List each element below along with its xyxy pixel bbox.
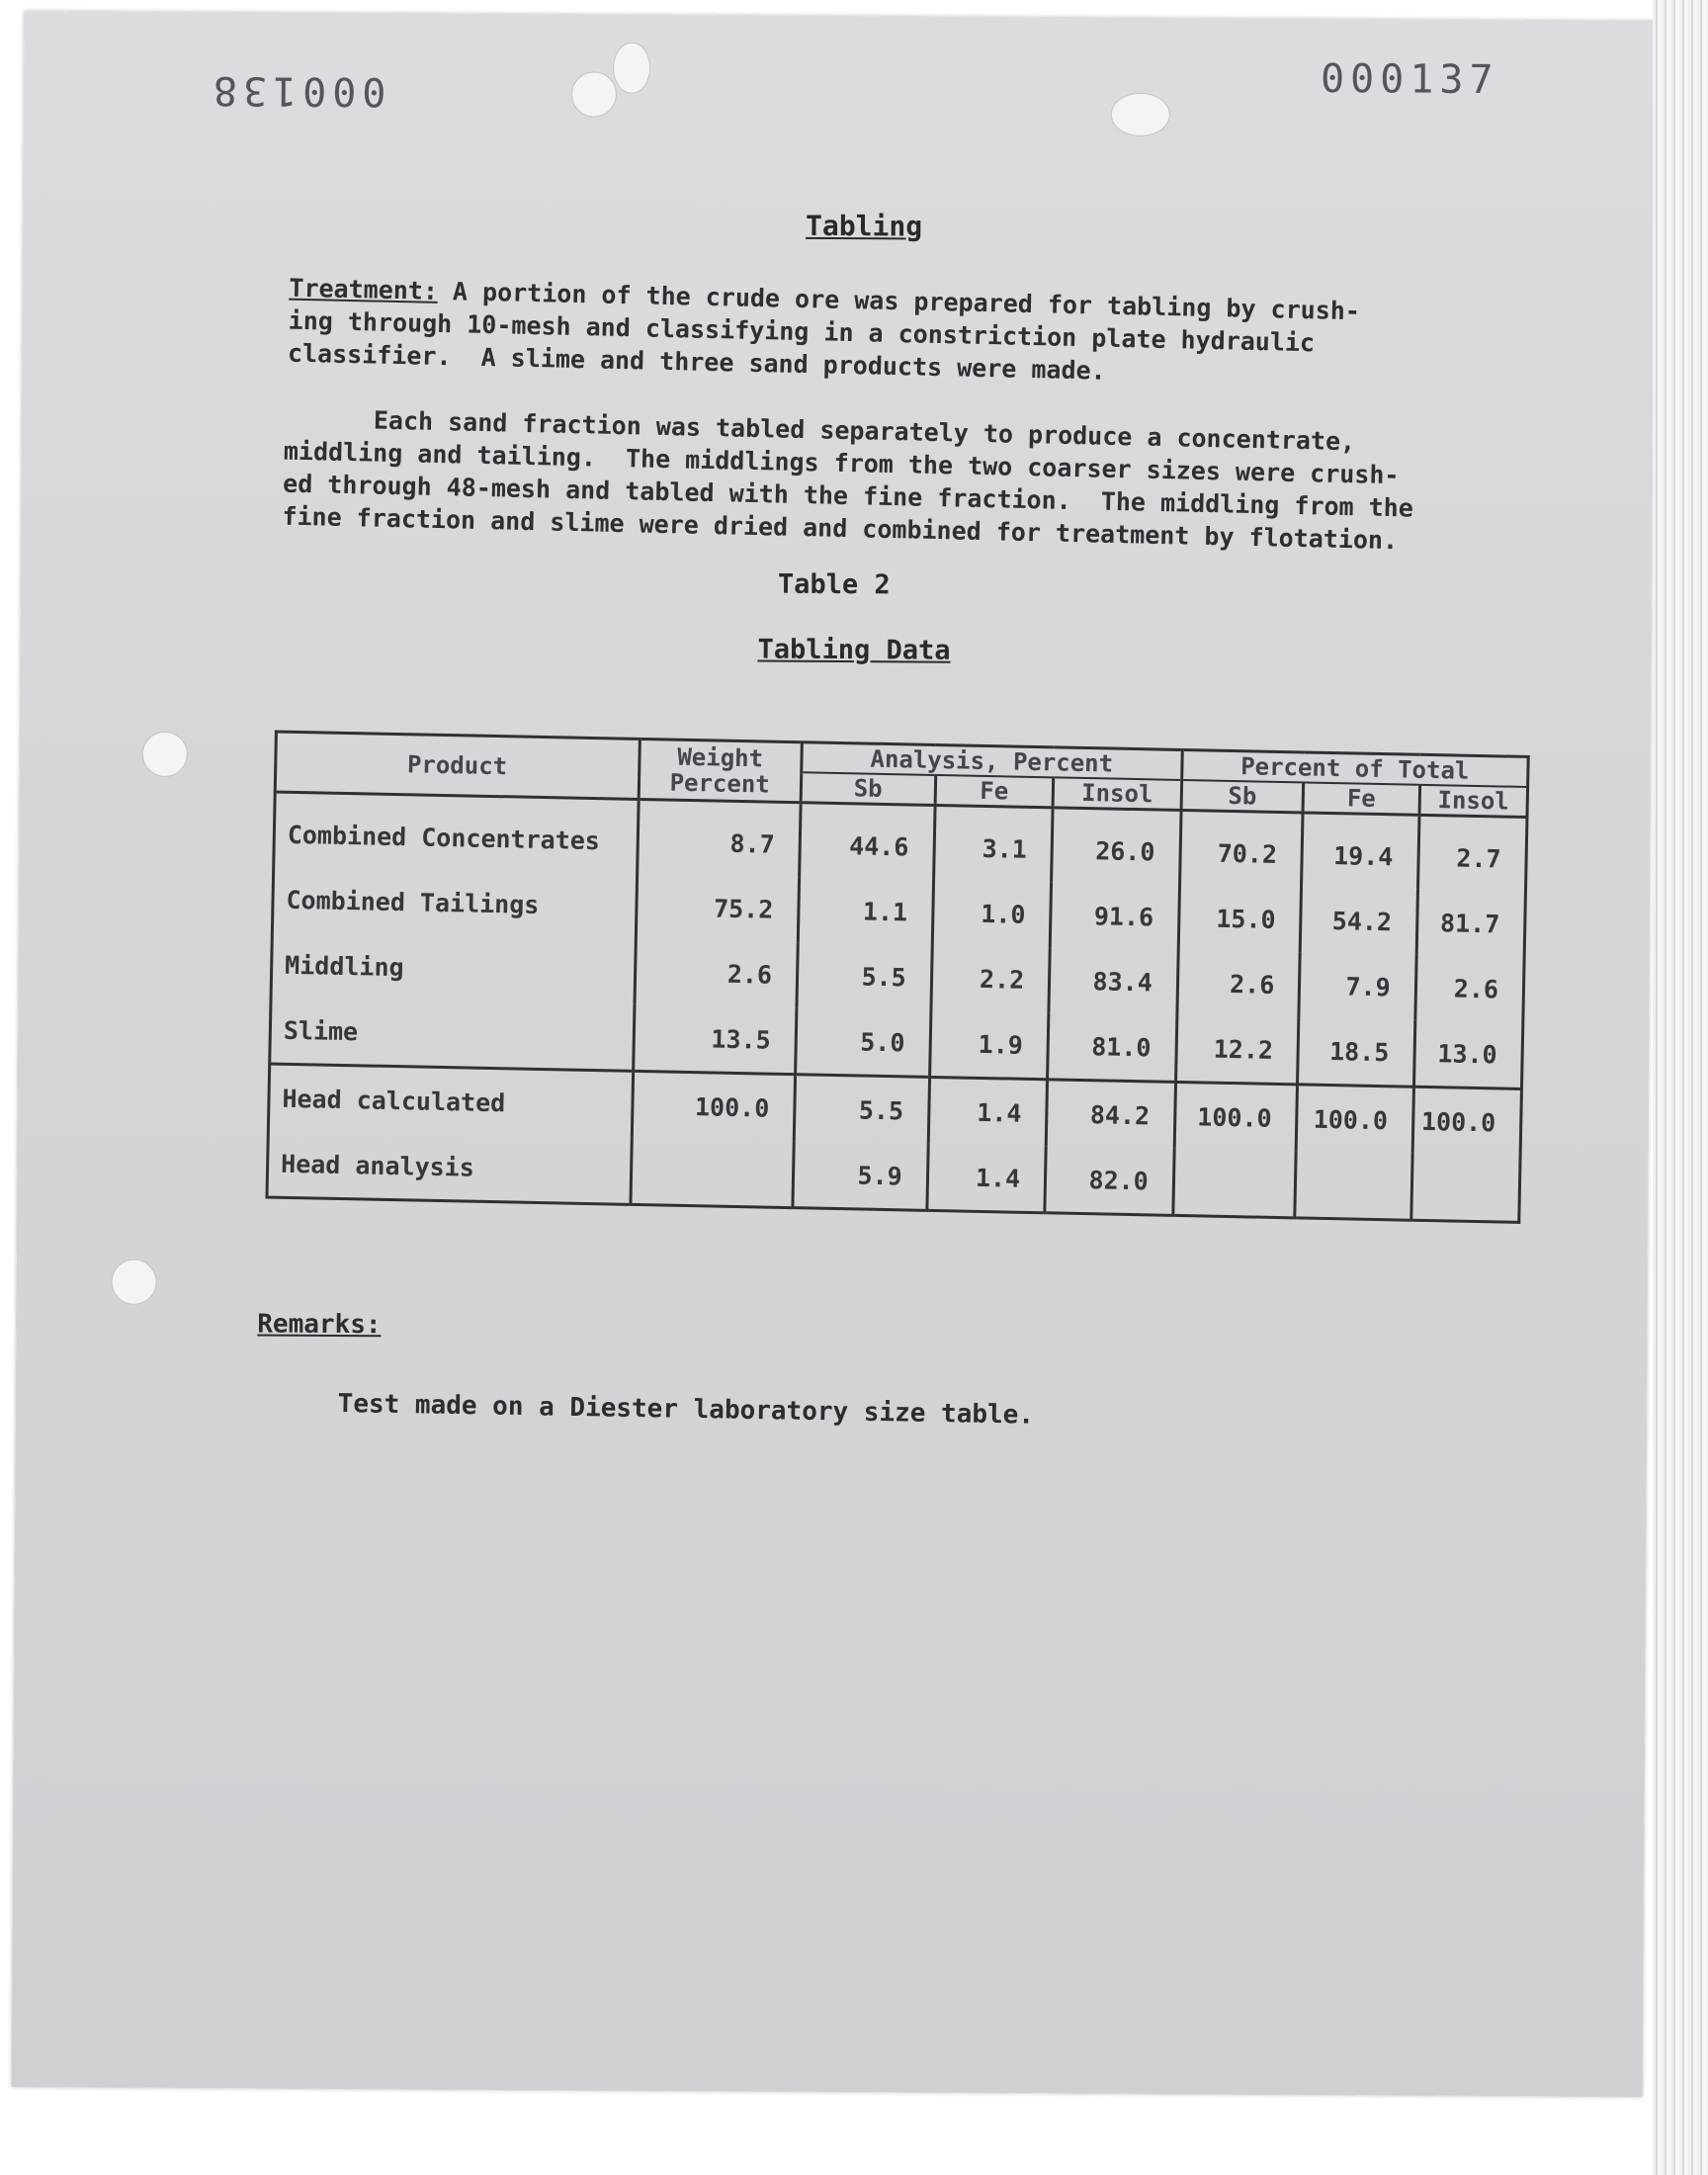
remarks-label: Remarks:	[257, 1309, 382, 1341]
row-product: Slime	[283, 1015, 359, 1046]
header-analysis-percent: Analysis, Percent	[802, 742, 1182, 780]
row-total-insol: 100.0	[1412, 1087, 1522, 1156]
table-caption: Table 2	[777, 568, 891, 601]
row-analysis-sb: 5.9	[793, 1141, 928, 1210]
row-total-fe: 100.0	[1296, 1085, 1413, 1154]
tabling-data-table	[265, 731, 1529, 1224]
scan-edge-strip	[1653, 0, 1708, 2175]
row-product: Head calculated	[268, 1064, 633, 1138]
row-analysis-fe: 1.9	[929, 1010, 1049, 1080]
row-weight: 8.7	[637, 799, 801, 877]
row-total-insol: 81.7	[1416, 890, 1526, 957]
remarks-text: Test made on a Diester laboratory size table.	[337, 1388, 1035, 1431]
row-weight: 2.6	[635, 939, 799, 1007]
header-total-sb: Sb	[1181, 780, 1304, 813]
row-total-fe	[1295, 1151, 1412, 1220]
row-total-sb: 100.0	[1174, 1082, 1298, 1151]
row-analysis-sb: 1.1	[798, 877, 933, 945]
row-analysis-sb: 5.0	[795, 1007, 930, 1077]
page-number-left: 000138	[207, 67, 386, 115]
row-weight: 75.2	[636, 874, 800, 942]
tabling-paragraph: Each sand fraction was tabled separately to produce a concentrate, middling and tailing. The middlings from the two coarser sizes were crush- ed through 48-mesh and tabled with the fine fraction. The middling from the fine fraction and slime were dried and combined for treatment by flotation.	[282, 403, 1414, 556]
row-analysis-fe: 1.4	[927, 1144, 1047, 1213]
section-title: Tabling	[806, 209, 923, 243]
row-total-insol	[1410, 1154, 1520, 1223]
row-weight: 13.5	[633, 1004, 797, 1075]
row-total-fe: 18.5	[1298, 1017, 1415, 1087]
row-product: Combined Concentrates	[287, 820, 601, 855]
row-total-sb: 12.2	[1175, 1015, 1299, 1085]
header-product: Product	[275, 732, 640, 799]
row-analysis-sb: 5.5	[794, 1075, 929, 1144]
row-analysis-sb: 5.5	[797, 942, 932, 1010]
row-analysis-fe: 2.2	[931, 945, 1051, 1012]
treatment-paragraph	[288, 272, 1594, 398]
row-analysis-insol: 81.0	[1048, 1012, 1177, 1082]
paper-sheet	[12, 11, 1656, 2097]
header-total-insol: Insol	[1419, 785, 1528, 818]
header-analysis-insol: Insol	[1053, 777, 1181, 810]
treatment-text: A portion of the crude ore was prepared for tabling by crush- ing through 10-mesh and classifying in a constriction plate hydraulic classifier. A slime and three sand products were made.	[287, 276, 1361, 386]
punch-hole-left-upper	[142, 732, 188, 777]
row-analysis-fe: 1.0	[932, 880, 1052, 947]
row-total-fe: 54.2	[1300, 887, 1417, 954]
row-total-fe: 7.9	[1299, 952, 1416, 1019]
row-analysis-insol: 82.0	[1045, 1146, 1174, 1215]
row-total-fe: 19.4	[1302, 813, 1419, 890]
header-analysis-sb: Sb	[801, 772, 935, 805]
punch-hole-top-small	[613, 43, 650, 94]
punch-hole-top-right	[1111, 93, 1170, 136]
row-analysis-sb: 44.6	[800, 803, 935, 880]
header-weight-percent: Weight Percent	[639, 739, 803, 802]
header-analysis-fe: Fe	[935, 775, 1054, 808]
row-product: Middling	[284, 950, 404, 982]
header-percent-of-total: Percent of Total	[1181, 749, 1528, 787]
row-total-insol: 2.6	[1415, 955, 1525, 1022]
row-total-sb: 2.6	[1177, 950, 1301, 1017]
row-analysis-insol: 91.6	[1050, 882, 1179, 950]
treatment-label: Treatment:	[289, 273, 439, 305]
row-analysis-insol: 83.4	[1049, 947, 1178, 1015]
row-total-insol: 2.7	[1417, 815, 1527, 892]
page-number-right: 000137	[1320, 55, 1499, 104]
row-analysis-insol: 26.0	[1052, 808, 1181, 885]
row-analysis-fe: 3.1	[933, 805, 1053, 882]
header-total-fe: Fe	[1303, 782, 1419, 815]
row-weight: 100.0	[632, 1071, 796, 1141]
row-total-insol: 13.0	[1413, 1020, 1523, 1089]
row-total-sb: 15.0	[1178, 885, 1302, 952]
table-title: Tabling Data	[757, 634, 951, 666]
punch-hole-left-lower	[111, 1260, 156, 1305]
row-product: Head analysis	[280, 1149, 475, 1182]
row-product: Combined Tailings	[286, 885, 540, 919]
row-analysis-insol: 84.2	[1046, 1080, 1175, 1149]
row-total-sb: 70.2	[1179, 810, 1303, 887]
row-analysis-fe: 1.4	[928, 1077, 1048, 1146]
punch-hole-top-left	[571, 71, 617, 117]
row-weight	[630, 1138, 794, 1208]
row-total-sb	[1173, 1149, 1297, 1218]
